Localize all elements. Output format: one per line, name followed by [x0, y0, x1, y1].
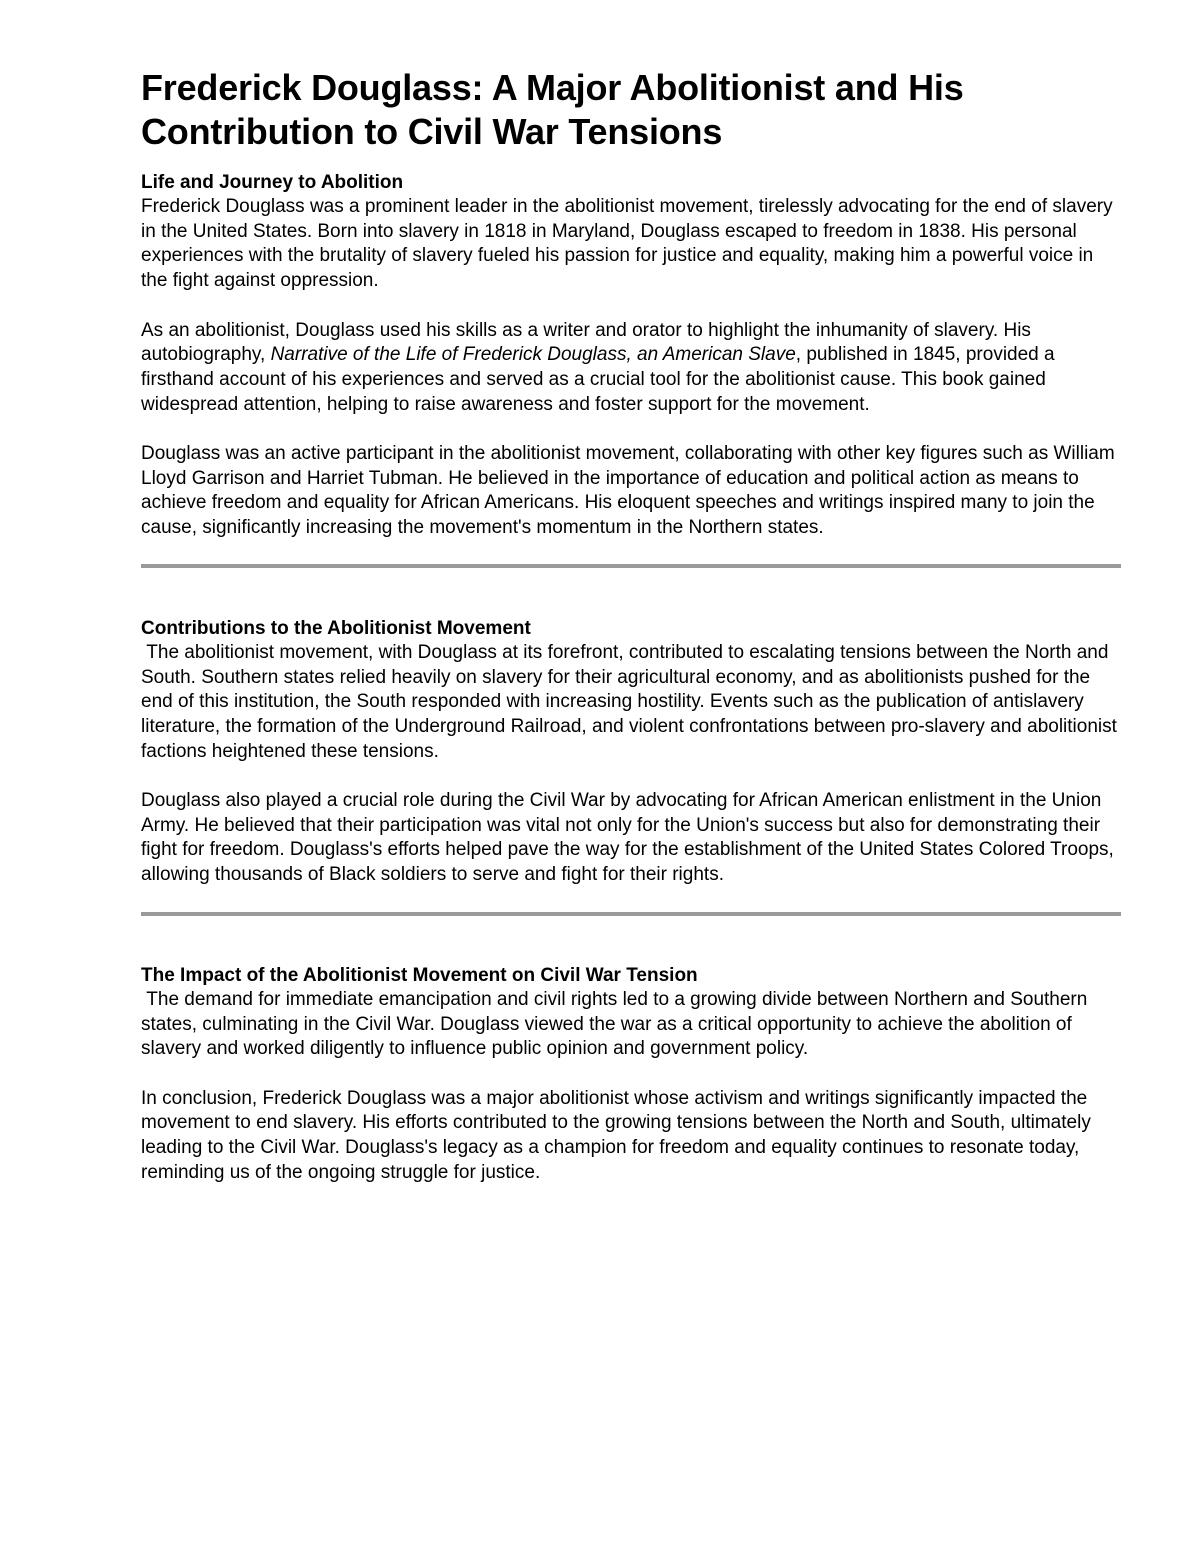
document-page: [141, 66, 1121, 1185]
section-impact: [141, 963, 1121, 1186]
section-heading: Life and Journey to Abolition: [141, 172, 404, 193]
section-divider: [141, 912, 1121, 916]
paragraph: [141, 319, 1121, 418]
paragraph: In conclusion, Frederick Douglass was a major abolitionist whose activism and writings significantly impacted the movement to end slavery. His efforts contributed to the growing tensions between the North and South, ultimately leading to the Civil War. Douglass's legacy as a champion for freedom and equality continues to resonate today, reminding us of the ongoing struggle for justice.: [141, 1087, 1091, 1183]
paragraph: The demand for immediate emancipation and civil rights led to a growing divide between Northern and Southern states, culminating in the Civil War. Douglass viewed the war as a critical opportunity to achieve the abolition of slavery and worked diligently to influence public opinion and government policy.: [141, 988, 1093, 1060]
section-heading: Contributions to the Abolitionist Movement: [141, 617, 531, 639]
paragraph: Frederick Douglass was a prominent leader in the abolitionist movement, tirelessly advocating for the end of slavery in the United States. Born into slavery in 1818 in Maryland, Douglass escaped to freedom in 1838. His personal experiences with the brutality of slavery fueled his passion for justice and equality, making him a powerful voice in the fight against oppression.: [141, 196, 1113, 292]
paragraph: Douglass was an active participant in the abolitionist movement, collaborating with other key figures such as William Lloyd Garrison and Harriet Tubman. He believed in the importance of education and political action as means to achieve freedom and equality for African Americans. His eloquent speeches and writings inspired many to join the cause, significantly increasing the movement's momentum in the Northern states.: [141, 443, 1115, 539]
document-title: [141, 66, 1121, 154]
section-life-and-journey: [141, 170, 1121, 568]
title-line-1: Frederick Douglass: A Major Abolitionist and His: [141, 67, 964, 108]
section-contributions: [141, 616, 1121, 916]
section-divider: [141, 564, 1121, 568]
paragraph-text: As an abolitionist, Douglass used his skills as a writer and orator to highlight the inhumanity of slavery. His autobiography,: [141, 319, 1031, 366]
paragraph: The abolitionist movement, with Douglass at its forefront, contributed to escalating tensions between the North and South. Southern states relied heavily on slavery for their agricultural economy, and as abolitionists pushed for the end of this institution, the South responded with increasing hostility. Events such as the publication of antislavery literature, the formation of the Underground Railroad, and violent confrontations between pro-slavery and abolitionist factions heightened these tensions.: [141, 641, 1123, 762]
book-title: Narrative of the Life of Frederick Douglass, an American Slave: [270, 344, 796, 366]
section-heading: The Impact of the Abolitionist Movement on Civil War Tension: [141, 964, 698, 986]
title-line-2: Contribution to Civil War Tensions: [141, 111, 723, 152]
paragraph: Douglass also played a crucial role during the Civil War by advocating for African American enlistment in the Union Army. He believed that their participation was vital not only for the Union's success but also for demonstrating their fight for freedom. Douglass's efforts helped pave the way for the establishment of the United States Colored Troops, allowing thousands of Black soldiers to serve and fight for their rights.: [141, 790, 1114, 886]
paragraph-text: , published in 1845, provided a firsthand account of his experiences and served as a crucial tool for the abolitionist cause. This book gained widespread attention, helping to raise awareness and foster support for the movement.: [141, 344, 1055, 415]
